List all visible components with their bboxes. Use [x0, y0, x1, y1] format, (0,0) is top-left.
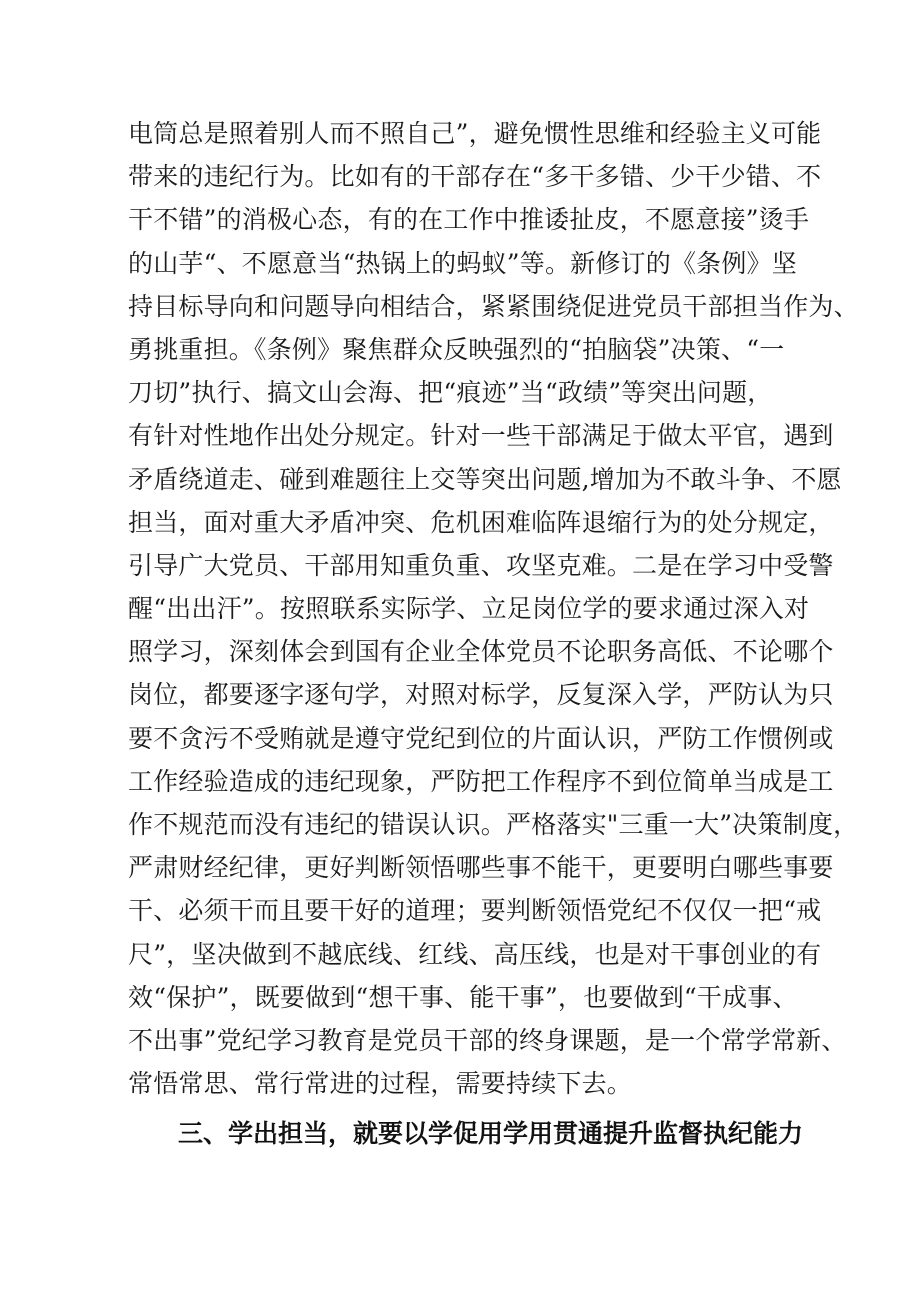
text-line: 常悟常思、常行常进的过程，需要持续下去。 — [128, 1069, 633, 1099]
text-line: 醒“出出汗”。按照联系实际学、立足岗位学的要求通过深入对 — [128, 594, 810, 624]
text-line: 担当，面对重大矛盾冲突、危机困难临阵退缩行为的处分规定， — [128, 507, 834, 537]
text-line: 作不规范而没有违纪的错误认识。严格落实"三重一大”决策制度， — [128, 810, 859, 839]
text-line: 干不错”的消极心态，有的在工作中推诿扯皮，不愿意接”烫手 — [128, 205, 810, 235]
text-line: 严肃财经纪律，更好判断领悟哪些事不能干，更要明白哪些事要 — [128, 853, 834, 883]
text-line: 的山芋“、不愿意当“热锅上的蚂蚁”等。新修订的《条例》坚 — [128, 248, 797, 278]
text-line: 引导广大党员、干部用知重负重、攻坚克难。二是在学习中受警 — [128, 550, 834, 580]
text-line: 工作经验造成的违纪现象，严防把工作程序不到位简单当成是工 — [128, 766, 834, 796]
text-line: 尺”，坚决做到不越底线、红线、高压线，也是对干事创业的有 — [128, 939, 822, 969]
text-line: 勇挑重担。《条例》聚焦群众反映强烈的“拍脑袋”决策、“一 — [128, 334, 785, 364]
text-line: 干、必须干而且要干好的道理；要判断领悟党纪不仅仅一把“戒 — [128, 896, 822, 926]
text-line: 持目标导向和问题导向相结合，紧紧围绕促进党员干部担当作为、 — [128, 291, 859, 321]
section-heading: 三、学出担当，就要以学促用学用贯通提升监督执纪能力 — [178, 1119, 804, 1148]
text-line: 刀切”执行、搞文山会海、把“痕迹”当“政绩”等突出问题， — [128, 378, 773, 408]
text-line: 照学习，深刻体会到国有企业全体党员不论职务高低、不论哪个 — [128, 637, 834, 667]
text-line: 有针对性地作出处分规定。针对一些干部满足于做太平官，遇到 — [128, 421, 834, 451]
text-line: 岗位，都要逐字逐句学，对照对标学，反复深入学，严防认为只 — [128, 680, 834, 710]
text-line: 效“保护”，既要做到“想干事、能干事”，也要做到“干成事、 — [128, 982, 798, 1012]
text-line: 矛盾绕道走、碰到难题往上交等突出问题,增加为不敢斗争、不愿 — [128, 464, 842, 494]
text-line: 带来的违纪行为。比如有的干部存在“多干多错、少干少错、不 — [128, 162, 822, 192]
text-line: 要不贪污不受贿就是遵守党纪到位的片面认识，严防工作惯例或 — [128, 723, 834, 753]
text-line: 电筒总是照着别人而不照自己”，避免惯性思维和经验主义可能 — [128, 119, 822, 148]
text-line: 不出事”党纪学习教育是党员干部的终身课题，是一个常学常新、 — [128, 1025, 847, 1055]
body-paragraph — [128, 112, 859, 1105]
